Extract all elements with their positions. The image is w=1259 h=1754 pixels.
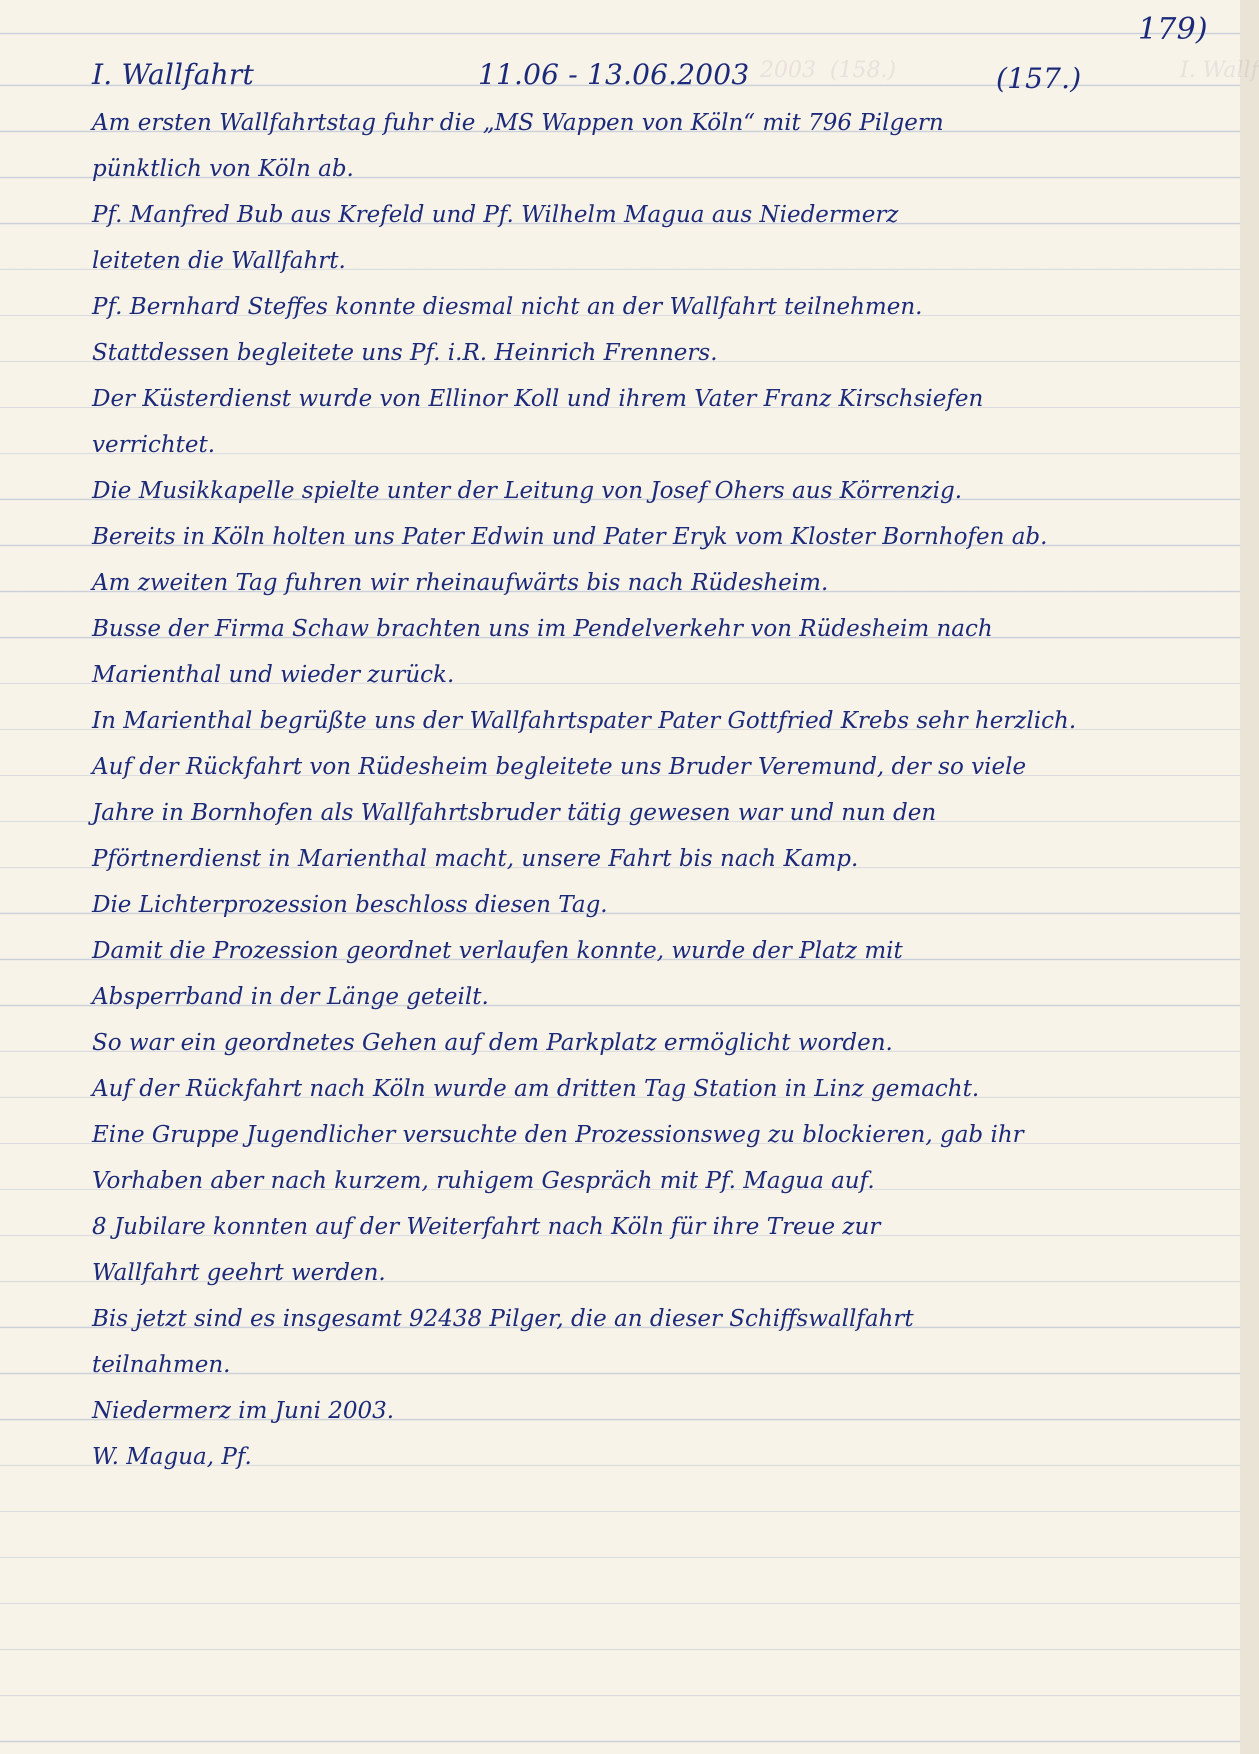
text-line: Auf der Rückfahrt von Rüdesheim begleitete uns Bruder Veremund, der so viele [92, 754, 1027, 780]
text-line: Bereits in Köln holten uns Pater Edwin und Pater Eryk vom Kloster Bornhofen ab. [92, 524, 1048, 550]
text-line: Pf. Bernhard Steffes konnte diesmal nicht an der Wallfahrt teilnehmen. [92, 294, 923, 320]
text-line: leiteten die Wallfahrt. [92, 248, 346, 274]
text-line: Eine Gruppe Jugendlicher versuchte den Prozessionsweg zu blockieren, gab ihr [92, 1122, 1024, 1148]
text-line: Wallfahrt geehrt werden. [92, 1260, 386, 1286]
entry-title: I. Wallfahrt [92, 58, 254, 91]
text-line: Am zweiten Tag fuhren wir rheinaufwärts bis nach Rüdesheim. [92, 570, 829, 596]
text-line: So war ein geordnetes Gehen auf dem Parkplatz ermöglicht worden. [92, 1030, 893, 1056]
entry-date-range: 11.06 - 13.06.2003 [478, 58, 750, 91]
page-number: 179) [1138, 12, 1208, 47]
text-line: Busse der Firma Schaw brachten uns im Pendelverkehr von Rüdesheim nach [92, 616, 993, 642]
text-line: Jahre in Bornhofen als Wallfahrtsbruder tätig gewesen war und nun den [92, 800, 937, 826]
text-line: Vorhaben aber nach kurzem, ruhigem Gespräch mit Pf. Magua auf. [92, 1168, 875, 1194]
text-line: 8 Jubilare konnten auf der Weiterfahrt nach Köln für ihre Treue zur [92, 1214, 881, 1240]
bleed-through-text: I. Wallf [1180, 58, 1259, 83]
text-line: verrichtet. [92, 432, 216, 458]
text-line: Niedermerz im Juni 2003. [92, 1398, 395, 1424]
text-line: Am ersten Wallfahrtstag fuhr die „MS Wappen von Köln“ mit 796 Pilgern [92, 110, 944, 136]
text-line: pünktlich von Köln ab. [92, 156, 354, 182]
text-line: Der Küsterdienst wurde von Ellinor Koll und ihrem Vater Franz Kirschsiefen [92, 386, 984, 412]
signature-line: W. Magua, Pf. [92, 1444, 252, 1470]
text-line: teilnahmen. [92, 1352, 231, 1378]
entry-number: (157.) [996, 62, 1082, 95]
text-line: Die Musikkapelle spielte unter der Leitung von Josef Ohers aus Körrenzig. [92, 478, 963, 504]
bleed-through-text: 2003 (158.) [760, 58, 897, 83]
text-line: Damit die Prozession geordnet verlaufen konnte, wurde der Platz mit [92, 938, 903, 964]
text-line: Pförtnerdienst in Marienthal macht, unsere Fahrt bis nach Kamp. [92, 846, 859, 872]
text-line: Die Lichterprozession beschloss diesen Tag. [92, 892, 608, 918]
text-line: Marienthal und wieder zurück. [92, 662, 455, 688]
text-line: Auf der Rückfahrt nach Köln wurde am dritten Tag Station in Linz gemacht. [92, 1076, 980, 1102]
text-line: Pf. Manfred Bub aus Krefeld und Pf. Wilhelm Magua aus Niedermerz [92, 202, 899, 228]
text-line: Stattdessen begleitete uns Pf. i.R. Heinrich Frenners. [92, 340, 718, 366]
text-line: Bis jetzt sind es insgesamt 92438 Pilger, die an dieser Schiffswallfahrt [92, 1306, 914, 1332]
text-line: In Marienthal begrüßte uns der Wallfahrtspater Pater Gottfried Krebs sehr herzlich. [92, 708, 1077, 734]
text-line: Absperrband in der Länge geteilt. [92, 984, 489, 1010]
